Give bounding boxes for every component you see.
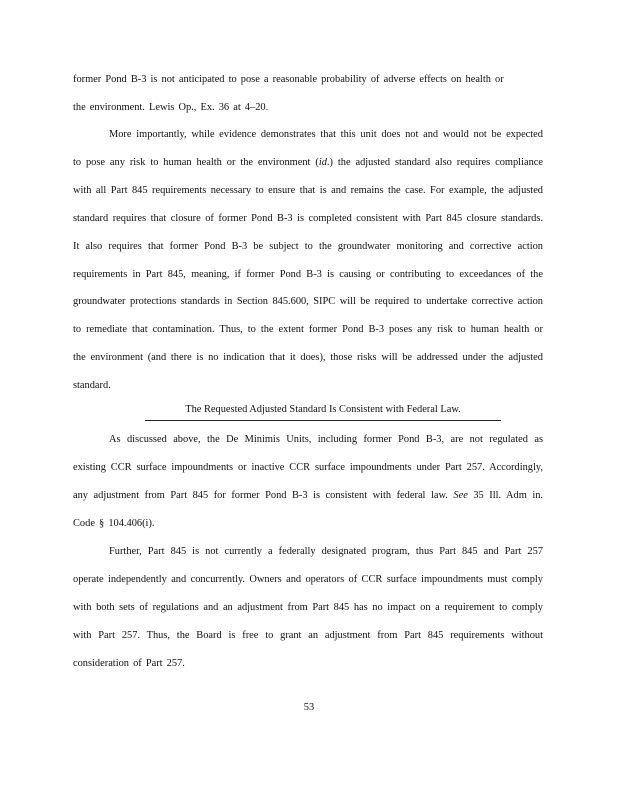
para2-text-a: As discussed above, the De Minimis Units, including former Pond B-3, are not regulated as existing CCR surface impoundments or inactive CCR surface impoundments under Part 257. Accordingly, any adjustment from Part 845 for former Pond B-3 is consistent with federal law. (73, 434, 543, 501)
paragraph-as-discussed (73, 426, 543, 538)
para1-text-b: .) the adjusted standard also requires compliance with all Part 845 requirements necessary to ensure that is and remains the case. For example, the adjusted standard requires that closure of former Pond B-3 is completed consistent with Part 845 closure standards. It also requires that former Pond B-3 be subject to the groundwater monitoring and corrective action requirements in Part 845, meaning, if former Pond B-3 is causing or contributing to exceedances of the groundwater protections standards in Section 845.600, SIPC will be required to undertake corrective action to remediate that contamination. Thus, to the extent former Pond B-3 poses any risk to human health or the environment (and there is no indication that it does), those risks will be addressed under the adjusted standard. (73, 156, 543, 392)
intro-line-1: former Pond B-3 is not anticipated to pose a reasonable probability of adverse effects on health or (73, 74, 504, 85)
para3-text: Further, Part 845 is not currently a federally designated program, thus Part 845 and Part 257 operate independently and concurrently. Owners and operators of CCR surface impoundments must comply with both sets of regulations and an adjustment from Part 845 has no impact on a requirement to comply with Part 257. Thus, the Board is free to grant an adjustment from Part 845 requirements without consideration of Part 257. (73, 546, 543, 669)
intro-paragraph (73, 66, 543, 122)
citation-id: id (318, 156, 327, 168)
intro-line-2: the environment. Lewis Op., Ex. 36 at 4–20. (73, 101, 269, 113)
section-heading: The Requested Adjusted Standard Is Consistent with Federal Law. (145, 400, 501, 421)
paragraph-further (73, 538, 543, 678)
para1-text-a: More importantly, while evidence demonstrates that this unit does not and would not be expected to pose any risk to human health or the environment ( (73, 129, 543, 168)
para2-text-b: 35 Ill. Adm in. Code § 104.406(i). (73, 489, 543, 529)
page-number: 53 (303, 702, 315, 713)
citation-see: See (453, 489, 468, 501)
paragraph-more-importantly (73, 121, 543, 400)
